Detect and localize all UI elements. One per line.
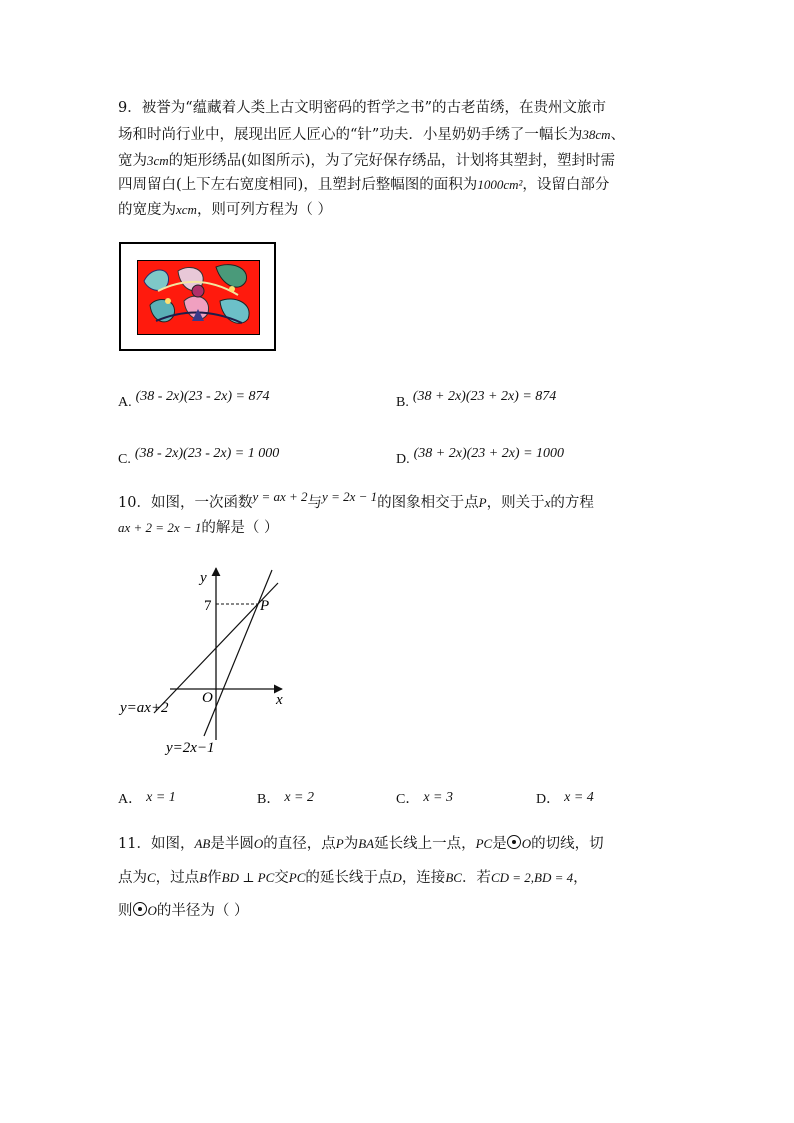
q10-math: P	[478, 495, 487, 510]
q11-text: 是	[492, 836, 507, 852]
q10-option-c[interactable]	[396, 788, 453, 808]
q11-text: 延长线上一点，	[374, 836, 476, 852]
q9-text: 宽为	[118, 153, 147, 169]
q11-math: O	[147, 903, 157, 918]
q11-math: O	[521, 836, 532, 851]
option-label: C.	[118, 452, 131, 467]
q9-math-length: 38cm	[582, 127, 611, 142]
q11-math: PC	[475, 836, 493, 851]
q10-line-2	[118, 518, 278, 538]
origin-label: O	[202, 690, 213, 706]
q11-text: 的切线，切	[531, 836, 604, 852]
y-axis-label: y	[200, 570, 207, 586]
q9-text: 的宽度为	[118, 202, 176, 218]
q9-text: 的矩形绣品(如图所示)，为了完好保存绣品，计划将其塑封，塑封时需	[168, 153, 615, 169]
q9-math-x: xcm	[176, 202, 197, 217]
option-label: D．	[536, 792, 561, 807]
option-equation: (38 - 2x)(23 - 2x) = 874	[135, 389, 270, 404]
q11-text: 点为	[118, 870, 147, 886]
q11-text: 交	[274, 870, 289, 886]
q11-text: 作	[207, 870, 222, 886]
q9-math-width: 3cm	[147, 153, 169, 168]
q10-text: 的方程	[550, 495, 594, 511]
option-equation: x = 4	[564, 790, 594, 805]
q10-graph-svg	[110, 560, 310, 760]
q9-text: ，设留白部分	[522, 177, 610, 193]
option-equation: (38 + 2x)(23 + 2x) = 1000	[413, 446, 565, 461]
q10-graph	[110, 560, 310, 764]
q11-math: BD ⊥ PC	[221, 870, 275, 885]
q9-math-area: 1000cm²	[477, 177, 523, 192]
q11-line-3	[118, 901, 249, 921]
q9-line-3	[118, 151, 615, 171]
q10-option-d[interactable]	[536, 788, 594, 808]
q11-math: BC	[445, 870, 462, 885]
embroidery-pattern-icon	[138, 261, 259, 334]
q10-text: ，则关于	[486, 495, 545, 511]
q11-text: ，过点	[155, 870, 200, 886]
option-label: C．	[396, 792, 420, 807]
q9-line-2	[118, 125, 625, 145]
q11-text: 11．如图，	[118, 836, 195, 852]
q10-text: 的图象相交于点	[377, 495, 479, 511]
q11-text: 的直径，点	[263, 836, 336, 852]
q11-math: CD = 2,BD = 4	[490, 870, 574, 885]
q9-text: 四周留白(上下左右宽度相同)，且塑封后整幅图的面积为	[118, 177, 478, 193]
option-label: D.	[396, 452, 410, 467]
q10-math: x	[544, 495, 551, 510]
q11-text: 是半圆	[210, 836, 254, 852]
q9-option-a[interactable]	[118, 389, 270, 411]
option-equation: (38 - 2x)(23 - 2x) = 1 000	[134, 446, 280, 461]
option-label: B．	[257, 792, 281, 807]
q11-text: ，连接	[401, 870, 446, 886]
circle-dot-icon	[507, 835, 521, 849]
q10-text: 10．如图，一次函数	[118, 495, 253, 511]
q10-option-b[interactable]	[257, 788, 314, 808]
q10-option-a[interactable]	[118, 788, 176, 808]
q9-line-4	[118, 175, 609, 195]
q11-math: D	[392, 870, 402, 885]
q10-text: 与	[307, 495, 323, 511]
q11-math: B	[199, 870, 208, 885]
q11-text: 则	[118, 903, 133, 919]
line-2x-minus-1	[204, 570, 272, 736]
q10-math: y = ax + 2	[252, 489, 308, 504]
x-axis-label: x	[276, 692, 283, 708]
q11-text: 的延长线于点	[305, 870, 393, 886]
tick-7-label: 7	[204, 598, 212, 614]
embroidery-figure	[119, 242, 276, 351]
q9-line-1	[118, 98, 606, 118]
option-label: A.	[118, 395, 132, 410]
q11-text: 为	[343, 836, 359, 852]
line1-label: y=ax+2	[120, 700, 169, 716]
q9-option-d[interactable]	[396, 446, 565, 468]
q9-text: 9．被誉为“蕴藏着人类上古文明密码的哲学之书”的古老苗绣，在贵州文旅市	[118, 100, 607, 116]
q11-line-1	[118, 834, 604, 854]
q11-math: O	[253, 836, 264, 851]
option-equation: x = 3	[423, 790, 454, 805]
q11-math: PC	[288, 870, 306, 885]
q9-line-5	[118, 200, 332, 220]
option-label: B.	[396, 395, 409, 410]
circle-dot-icon	[133, 902, 147, 916]
q10-text: 的解是（ ）	[201, 520, 279, 536]
q11-text: ，	[573, 870, 588, 886]
q11-line-2	[118, 868, 588, 888]
q9-text: 、	[610, 127, 625, 143]
q10-math: y = 2x − 1	[322, 489, 378, 504]
q10-line-1	[118, 489, 594, 513]
option-equation: x = 2	[284, 790, 315, 805]
q9-option-c[interactable]	[118, 446, 280, 468]
point-p-label: P	[260, 598, 270, 614]
option-equation: x = 1	[146, 790, 176, 805]
option-label: A．	[118, 792, 143, 807]
q11-math: P	[335, 836, 344, 851]
embroidery-image	[137, 260, 260, 335]
line2-label: y=2x−1	[166, 740, 215, 756]
q11-math: AB	[194, 836, 211, 851]
q9-text: ，则可列方程为（ ）	[196, 202, 333, 218]
q9-option-b[interactable]	[396, 389, 557, 411]
q11-text: ．若	[461, 870, 491, 886]
q10-math: ax + 2 = 2x − 1	[118, 520, 202, 535]
option-equation: (38 + 2x)(23 + 2x) = 874	[412, 389, 557, 404]
q9-text: 场和时尚行业中，展现出匠人匠心的“针”功夫．小星奶奶手绣了一幅长为	[118, 127, 583, 143]
q11-math: BA	[358, 836, 375, 851]
q11-math: C	[147, 870, 156, 885]
q11-text: 的半径为（ ）	[156, 903, 249, 919]
